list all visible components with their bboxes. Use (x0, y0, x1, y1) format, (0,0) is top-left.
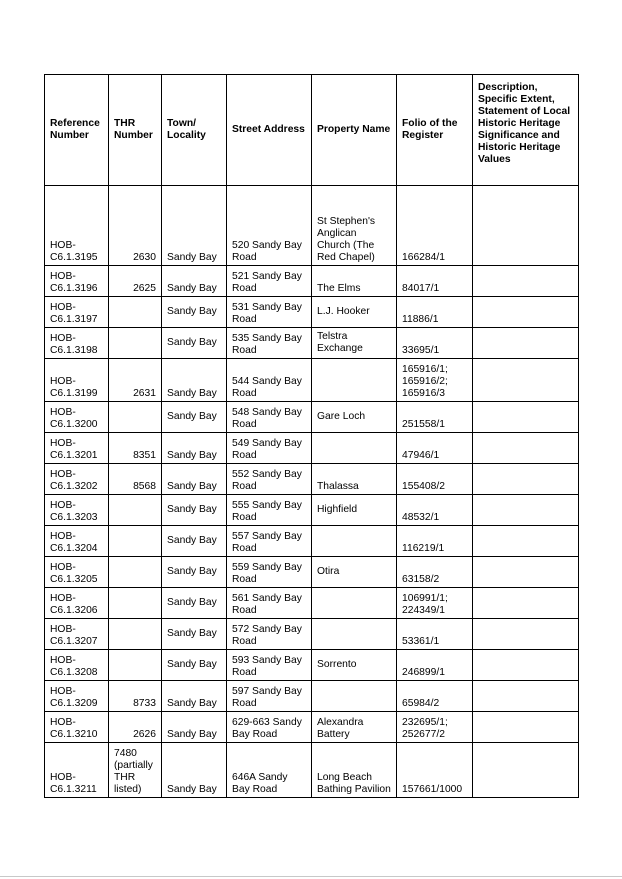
table-row (45, 557, 579, 588)
cell-reference-number: HOB-C6.1.3202 (45, 464, 109, 495)
cell-description (473, 186, 579, 266)
cell-folio: 65984/2 (397, 681, 473, 712)
header-folio: Folio of the Register (397, 75, 473, 186)
cell-reference-number: HOB-C6.1.3208 (45, 650, 109, 681)
cell-folio: 106991/1; 224349/1 (397, 588, 473, 619)
cell-thr-number: 7480 (partially THR listed) (109, 743, 162, 798)
table-row (45, 359, 579, 402)
cell-folio: 47946/1 (397, 433, 473, 464)
cell-thr-number (109, 297, 162, 328)
cell-town-locality: Sandy Bay (162, 266, 227, 297)
cell-town-locality: Sandy Bay (162, 650, 227, 681)
table-row (45, 743, 579, 798)
cell-street-address: 557 Sandy Bay Road (227, 526, 312, 557)
table-row (45, 526, 579, 557)
cell-property-name: Gare Loch (312, 402, 397, 433)
cell-folio: 33695/1 (397, 328, 473, 359)
cell-description (473, 650, 579, 681)
cell-reference-number: HOB-C6.1.3210 (45, 712, 109, 743)
cell-description (473, 297, 579, 328)
header-thr-number: THR Number (109, 75, 162, 186)
cell-description (473, 495, 579, 526)
cell-town-locality: Sandy Bay (162, 712, 227, 743)
cell-street-address: 555 Sandy Bay Road (227, 495, 312, 526)
cell-reference-number: HOB-C6.1.3198 (45, 328, 109, 359)
cell-street-address: 544 Sandy Bay Road (227, 359, 312, 402)
cell-folio: 48532/1 (397, 495, 473, 526)
cell-folio: 232695/1; 252677/2 (397, 712, 473, 743)
cell-town-locality: Sandy Bay (162, 743, 227, 798)
cell-property-name (312, 359, 397, 402)
cell-thr-number: 2631 (109, 359, 162, 402)
table-row (45, 266, 579, 297)
cell-reference-number: HOB-C6.1.3205 (45, 557, 109, 588)
cell-folio: 63158/2 (397, 557, 473, 588)
cell-town-locality: Sandy Bay (162, 557, 227, 588)
cell-thr-number: 8568 (109, 464, 162, 495)
cell-property-name: Otira (312, 557, 397, 588)
cell-town-locality: Sandy Bay (162, 186, 227, 266)
table-row (45, 495, 579, 526)
cell-reference-number: HOB-C6.1.3200 (45, 402, 109, 433)
cell-property-name: Alexandra Battery (312, 712, 397, 743)
cell-town-locality: Sandy Bay (162, 495, 227, 526)
cell-thr-number (109, 557, 162, 588)
cell-property-name: Thalassa (312, 464, 397, 495)
cell-street-address: 572 Sandy Bay Road (227, 619, 312, 650)
cell-property-name: The Elms (312, 266, 397, 297)
cell-street-address: 531 Sandy Bay Road (227, 297, 312, 328)
cell-street-address: 646A Sandy Bay Road (227, 743, 312, 798)
cell-thr-number: 2630 (109, 186, 162, 266)
cell-street-address: 597 Sandy Bay Road (227, 681, 312, 712)
cell-thr-number: 2626 (109, 712, 162, 743)
header-description: Description, Specific Extent, Statement of Local Historic Heritage Significance and Historic Heritage Values (473, 75, 579, 186)
table-row (45, 712, 579, 743)
cell-thr-number (109, 526, 162, 557)
cell-property-name: St Stephen's Anglican Church (The Red Chapel) (312, 186, 397, 266)
cell-description (473, 266, 579, 297)
cell-thr-number (109, 495, 162, 526)
cell-street-address: 521 Sandy Bay Road (227, 266, 312, 297)
table-row (45, 681, 579, 712)
header-street-address: Street Address (227, 75, 312, 186)
page-edge-divider (0, 876, 622, 877)
cell-description (473, 712, 579, 743)
cell-street-address: 593 Sandy Bay Road (227, 650, 312, 681)
cell-description (473, 328, 579, 359)
table-body (45, 186, 579, 798)
table-header-row (45, 75, 579, 186)
cell-property-name (312, 433, 397, 464)
cell-reference-number: HOB-C6.1.3199 (45, 359, 109, 402)
cell-description (473, 433, 579, 464)
cell-town-locality: Sandy Bay (162, 297, 227, 328)
header-town-locality: Town/ Locality (162, 75, 227, 186)
cell-description (473, 557, 579, 588)
cell-street-address: 629-663 Sandy Bay Road (227, 712, 312, 743)
cell-property-name: Long Beach Bathing Pavilion (312, 743, 397, 798)
table-row (45, 186, 579, 266)
table-row (45, 433, 579, 464)
cell-property-name (312, 526, 397, 557)
cell-description (473, 402, 579, 433)
cell-reference-number: HOB-C6.1.3195 (45, 186, 109, 266)
cell-folio: 166284/1 (397, 186, 473, 266)
cell-description (473, 681, 579, 712)
cell-property-name (312, 588, 397, 619)
cell-reference-number: HOB-C6.1.3196 (45, 266, 109, 297)
table-row (45, 619, 579, 650)
cell-street-address: 552 Sandy Bay Road (227, 464, 312, 495)
cell-thr-number: 8733 (109, 681, 162, 712)
cell-property-name: Highfield (312, 495, 397, 526)
cell-property-name: Sorrento (312, 650, 397, 681)
cell-folio: 251558/1 (397, 402, 473, 433)
cell-street-address: 520 Sandy Bay Road (227, 186, 312, 266)
cell-description (473, 619, 579, 650)
table-row (45, 328, 579, 359)
header-property-name: Property Name (312, 75, 397, 186)
cell-town-locality: Sandy Bay (162, 588, 227, 619)
cell-thr-number (109, 402, 162, 433)
cell-property-name (312, 681, 397, 712)
cell-folio: 246899/1 (397, 650, 473, 681)
cell-thr-number (109, 650, 162, 681)
cell-description (473, 743, 579, 798)
cell-reference-number: HOB-C6.1.3201 (45, 433, 109, 464)
cell-reference-number: HOB-C6.1.3209 (45, 681, 109, 712)
cell-town-locality: Sandy Bay (162, 526, 227, 557)
cell-folio: 53361/1 (397, 619, 473, 650)
table-row (45, 402, 579, 433)
cell-thr-number: 8351 (109, 433, 162, 464)
cell-town-locality: Sandy Bay (162, 328, 227, 359)
cell-thr-number (109, 328, 162, 359)
cell-thr-number (109, 588, 162, 619)
cell-town-locality: Sandy Bay (162, 433, 227, 464)
cell-town-locality: Sandy Bay (162, 464, 227, 495)
heritage-register-table (44, 74, 579, 798)
table-row (45, 464, 579, 495)
cell-property-name (312, 619, 397, 650)
cell-reference-number: HOB-C6.1.3206 (45, 588, 109, 619)
table-row (45, 588, 579, 619)
cell-town-locality: Sandy Bay (162, 681, 227, 712)
cell-property-name: L.J. Hooker (312, 297, 397, 328)
cell-reference-number: HOB-C6.1.3203 (45, 495, 109, 526)
cell-street-address: 549 Sandy Bay Road (227, 433, 312, 464)
cell-street-address: 561 Sandy Bay Road (227, 588, 312, 619)
header-reference-number: Reference Number (45, 75, 109, 186)
cell-street-address: 535 Sandy Bay Road (227, 328, 312, 359)
cell-thr-number (109, 619, 162, 650)
cell-town-locality: Sandy Bay (162, 619, 227, 650)
cell-folio: 11886/1 (397, 297, 473, 328)
cell-property-name: Telstra Exchange (312, 328, 397, 359)
table-row (45, 650, 579, 681)
cell-thr-number: 2625 (109, 266, 162, 297)
cell-street-address: 548 Sandy Bay Road (227, 402, 312, 433)
cell-reference-number: HOB-C6.1.3211 (45, 743, 109, 798)
cell-folio: 116219/1 (397, 526, 473, 557)
cell-description (473, 526, 579, 557)
cell-folio: 157661/1000 (397, 743, 473, 798)
cell-description (473, 464, 579, 495)
cell-reference-number: HOB-C6.1.3207 (45, 619, 109, 650)
cell-description (473, 588, 579, 619)
cell-folio: 84017/1 (397, 266, 473, 297)
cell-reference-number: HOB-C6.1.3204 (45, 526, 109, 557)
cell-street-address: 559 Sandy Bay Road (227, 557, 312, 588)
cell-folio: 165916/1; 165916/2; 165916/3 (397, 359, 473, 402)
cell-town-locality: Sandy Bay (162, 359, 227, 402)
cell-folio: 155408/2 (397, 464, 473, 495)
cell-description (473, 359, 579, 402)
cell-reference-number: HOB-C6.1.3197 (45, 297, 109, 328)
table-row (45, 297, 579, 328)
cell-town-locality: Sandy Bay (162, 402, 227, 433)
